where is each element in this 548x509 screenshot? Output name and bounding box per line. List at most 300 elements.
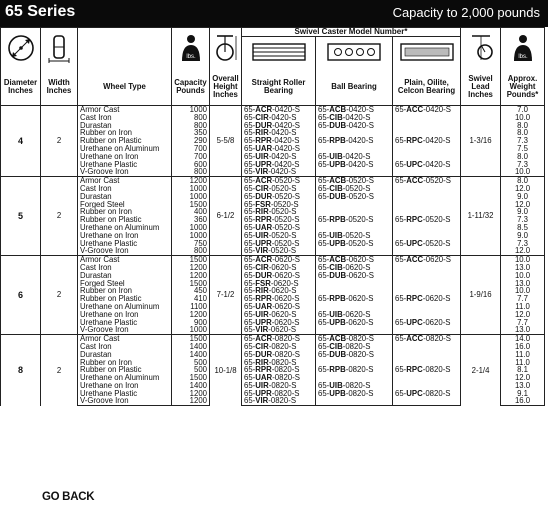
capacity-cell: 700: [172, 145, 210, 153]
roller-model-prefix: 65-: [244, 310, 256, 319]
ball-model-cell: [316, 122, 393, 130]
go-back-link[interactable]: GO BACK: [42, 491, 95, 503]
roller-model-suffix: -0420-S: [271, 160, 300, 169]
col-approx-weight: Approx. Weight Pounds*: [501, 69, 545, 106]
roller-model-code: ACR: [255, 334, 273, 343]
ball-model-suffix: -0420-S: [346, 105, 374, 114]
roller-model-code: FSR: [255, 279, 271, 288]
ball-model-cell: [316, 216, 393, 224]
wheel-diameter-icon: [1, 28, 41, 70]
plain-model-suffix: -0820-S: [422, 389, 451, 398]
diameter-cell: 5: [1, 177, 41, 256]
ball-model-code: RPB: [329, 366, 346, 375]
ball-model-prefix: 65-: [318, 350, 330, 359]
roller-model-prefix: 65-: [244, 144, 256, 153]
roller-model-suffix: -0820-S: [272, 334, 300, 343]
capacity-cell: 1200: [172, 397, 210, 405]
roller-model-cell: [242, 208, 316, 216]
roller-model-cell: [242, 185, 316, 193]
model-number-banner: Swivel Caster Model Number*: [242, 28, 461, 37]
capacity-cell: 290: [172, 137, 210, 145]
ball-model-code: UIB: [329, 152, 343, 161]
plain-model-cell: [393, 216, 461, 224]
plain-model-cell: [393, 287, 461, 295]
ball-model-cell: [316, 161, 393, 169]
roller-model-code: UPR: [255, 389, 272, 398]
plain-model-prefix: 65-: [395, 318, 407, 327]
roller-model-cell: [242, 397, 316, 405]
wheel-type-cell: Urethane Plastic: [78, 240, 172, 248]
weight-cell: 13.0: [501, 382, 545, 390]
ball-model-cell: [316, 114, 393, 122]
roller-model-code: UIR: [255, 231, 269, 240]
ball-model-prefix: 65-: [318, 121, 330, 130]
plain-model-suffix: -0520-S: [422, 239, 451, 248]
plain-model-cell: [393, 295, 461, 303]
ball-model-cell: [316, 256, 393, 264]
ball-model-prefix: 65-: [318, 310, 330, 319]
table-row: [1, 256, 545, 264]
ball-model-prefix: 65-: [318, 231, 330, 240]
roller-model-suffix: -0820-S: [268, 381, 297, 390]
roller-model-code: DUR: [255, 271, 273, 280]
ball-model-suffix: -0520-S: [346, 192, 374, 201]
roller-model-cell: [242, 374, 316, 382]
roller-model-suffix: -0520-S: [272, 192, 300, 201]
ball-model-code: UPB: [329, 239, 346, 248]
roller-model-suffix: -0420-S: [268, 168, 297, 177]
roller-model-suffix: -0520-S: [271, 239, 300, 248]
plain-model-suffix: -0420-S: [423, 105, 451, 114]
plain-model-cell: [393, 326, 461, 334]
roller-model-code: DUR: [255, 350, 273, 359]
wheel-width-icon: [41, 28, 78, 70]
ball-model-code: DUB: [329, 121, 347, 130]
roller-model-suffix: -0620-S: [272, 255, 300, 264]
roller-model-cell: [242, 390, 316, 398]
weight-cell: 13.0: [501, 280, 545, 288]
ball-model-suffix: -0420-S: [346, 121, 374, 130]
capacity-cell: 1200: [172, 390, 210, 398]
plain-model-cell: [393, 264, 461, 272]
wheel-type-cell: Rubber on Plastic: [78, 366, 172, 374]
capacity-cell: 1000: [172, 232, 210, 240]
wheel-type-cell: Armor Cast: [78, 335, 172, 343]
ball-model-cell: [316, 247, 393, 255]
roller-model-suffix: -0520-S: [268, 208, 297, 217]
roller-model-code: UPR: [255, 239, 272, 248]
height-cell: 10-1/8: [210, 335, 242, 406]
ball-model-cell: [316, 106, 393, 114]
ball-model-cell: [316, 193, 393, 201]
plain-model-suffix: -0620-S: [422, 318, 451, 327]
plain-model-code: UPC: [406, 389, 423, 398]
roller-model-code: UPR: [255, 160, 272, 169]
weight-cell: 8.0: [501, 177, 545, 185]
capacity-cell: 1200: [172, 264, 210, 272]
ball-model-suffix: -0620-S: [342, 310, 371, 319]
ball-model-prefix: 65-: [318, 318, 330, 327]
weight-cell: 10.0: [501, 256, 545, 264]
swivel-lead-cell: 2-1/4: [461, 335, 501, 406]
ball-model-prefix: 65-: [318, 160, 330, 169]
ball-model-suffix: -0820-S: [342, 342, 371, 351]
capacity-cell: 800: [172, 122, 210, 130]
capacity-weight-icon: [172, 28, 210, 70]
roller-model-code: VIR: [255, 247, 269, 256]
plain-model-code: RPC: [406, 216, 423, 224]
ball-model-prefix: 65-: [318, 216, 330, 224]
plain-model-cell: [393, 224, 461, 232]
roller-model-cell: [242, 247, 316, 255]
roller-model-code: RIR: [255, 208, 269, 217]
plain-model-prefix: 65-: [395, 255, 407, 264]
height-cell: 7-1/2: [210, 256, 242, 335]
roller-model-suffix: -0520-S: [268, 247, 297, 256]
swivel-lead-icon: [461, 28, 501, 70]
weight-cell: 8.0: [501, 153, 545, 161]
capacity-cell: 1000: [172, 185, 210, 193]
wheel-type-cell: Urethane on Aluminum: [78, 145, 172, 153]
capacity-cell: 1500: [172, 256, 210, 264]
plain-model-cell: [393, 343, 461, 351]
wheel-type-cell: Cast Iron: [78, 343, 172, 351]
ball-model-cell: [316, 137, 393, 145]
ball-model-code: UPB: [329, 160, 346, 169]
col-width: Width Inches: [41, 69, 78, 106]
weight-cell: 9.0: [501, 232, 545, 240]
ball-model-prefix: 65-: [318, 152, 330, 161]
roller-model-code: DUR: [255, 192, 273, 201]
width-cell: 2: [41, 106, 78, 177]
width-cell: 2: [41, 335, 78, 406]
roller-model-code: RIR: [255, 358, 269, 367]
roller-model-cell: [242, 366, 316, 374]
roller-model-suffix: -0520-S: [272, 176, 300, 185]
ball-model-code: DUB: [329, 192, 347, 201]
weight-cell: 9.1: [501, 390, 545, 398]
weight-cell: 7.7: [501, 295, 545, 303]
plain-bearing-icon: [393, 37, 461, 70]
col-wheel-type: Wheel Type: [78, 69, 172, 106]
capacity-cell: 1200: [172, 311, 210, 319]
roller-model-prefix: 65-: [244, 105, 256, 114]
plain-model-prefix: 65-: [395, 160, 407, 169]
roller-model-code: UIR: [255, 152, 269, 161]
roller-model-code: VIR: [255, 326, 269, 335]
roller-model-cell: [242, 311, 316, 319]
col-plain-bearing: Plain, Oilite, Celcon Bearing: [393, 69, 461, 106]
plain-model-prefix: 65-: [395, 389, 407, 398]
series-title: 65 Series: [5, 3, 76, 20]
ball-model-code: ACB: [329, 176, 347, 185]
ball-model-code: RPB: [329, 137, 346, 145]
roller-model-cell: [242, 145, 316, 153]
ball-model-cell: [316, 359, 393, 367]
ball-model-code: DUB: [329, 271, 347, 280]
roller-model-prefix: 65-: [244, 137, 256, 145]
ball-model-suffix: -0620-S: [346, 255, 374, 264]
overall-height-icon: [210, 28, 242, 70]
diameter-cell: 6: [1, 256, 41, 335]
diameter-cell: 8: [1, 335, 41, 406]
roller-model-suffix: -0620-S: [268, 287, 297, 296]
roller-model-suffix: -0620-S: [272, 271, 300, 280]
roller-model-prefix: 65-: [244, 287, 256, 296]
roller-model-code: UPR: [255, 318, 272, 327]
roller-model-code: ACR: [255, 255, 273, 264]
wheel-type-cell: Rubber on Iron: [78, 359, 172, 367]
capacity-cell: 1500: [172, 374, 210, 382]
ball-model-suffix: -0520-S: [346, 176, 374, 185]
capacity-title: Capacity to 2,000 pounds: [392, 5, 540, 20]
roller-model-prefix: 65-: [244, 168, 256, 177]
swivel-lead-cell: 1-9/16: [461, 256, 501, 335]
ball-model-prefix: 65-: [318, 334, 330, 343]
ball-model-cell: [316, 326, 393, 334]
ball-model-suffix: -0820-S: [342, 381, 371, 390]
roller-model-prefix: 65-: [244, 326, 256, 335]
table-row: [1, 106, 545, 114]
wheel-type-cell: Rubber on Plastic: [78, 137, 172, 145]
capacity-cell: 1400: [172, 343, 210, 351]
ball-model-cell: [316, 397, 393, 405]
wheel-type-cell: Rubber on Iron: [78, 208, 172, 216]
roller-model-cell: [242, 232, 316, 240]
col-roller-bearing: Straight Roller Bearing: [242, 69, 316, 106]
plain-model-suffix: -0820-S: [422, 366, 451, 375]
roller-model-suffix: -0620-S: [272, 302, 300, 311]
roller-model-code: CIR: [255, 184, 269, 193]
roller-model-cell: [242, 319, 316, 327]
plain-model-code: UPC: [406, 160, 423, 169]
plain-model-cell: [393, 374, 461, 382]
ball-model-suffix: -0620-S: [342, 263, 371, 272]
roller-model-prefix: 65-: [244, 318, 256, 327]
height-cell: 5-5/8: [210, 106, 242, 177]
ball-model-cell: [316, 390, 393, 398]
ball-model-code: ACB: [329, 255, 347, 264]
roller-model-code: CIR: [255, 263, 269, 272]
roller-model-cell: [242, 264, 316, 272]
weight-cell: 16.0: [501, 343, 545, 351]
ball-model-cell: [316, 303, 393, 311]
wheel-type-cell: Armor Cast: [78, 256, 172, 264]
roller-model-cell: [242, 326, 316, 334]
ball-model-code: CIB: [329, 263, 343, 272]
roller-model-prefix: 65-: [244, 389, 256, 398]
roller-model-prefix: 65-: [244, 263, 256, 272]
weight-cell: 12.0: [501, 247, 545, 255]
height-cell: 6-1/2: [210, 177, 242, 256]
wheel-type-cell: Forged Steel: [78, 280, 172, 288]
ball-model-prefix: 65-: [318, 295, 330, 303]
plain-model-code: RPC: [406, 366, 423, 375]
ball-model-code: ACB: [329, 334, 347, 343]
weight-cell: 8.0: [501, 129, 545, 137]
ball-model-code: UIB: [329, 231, 343, 240]
roller-model-suffix: -0420-S: [272, 144, 300, 153]
diameter-cell: 4: [1, 106, 41, 177]
roller-model-cell: [242, 177, 316, 185]
capacity-cell: 500: [172, 366, 210, 374]
plain-model-prefix: 65-: [395, 105, 407, 114]
roller-model-suffix: -0620-S: [268, 263, 297, 272]
weight-cell: 12.0: [501, 185, 545, 193]
roller-model-suffix: -0820-S: [268, 342, 297, 351]
roller-model-suffix: -0620-S: [268, 310, 297, 319]
roller-model-code: FSR: [255, 200, 271, 209]
plain-model-code: ACC: [406, 176, 424, 185]
roller-model-cell: [242, 335, 316, 343]
plain-model-suffix: -0520-S: [422, 216, 451, 224]
ball-model-cell: [316, 335, 393, 343]
plain-model-cell: [393, 168, 461, 176]
roller-model-suffix: -0820-S: [268, 358, 297, 367]
ball-model-suffix: -0820-S: [346, 350, 374, 359]
plain-model-cell: [393, 153, 461, 161]
ball-model-code: CIB: [329, 342, 343, 351]
roller-model-code: RPR: [255, 366, 272, 375]
roller-model-cell: [242, 272, 316, 280]
plain-model-suffix: -0620-S: [423, 255, 451, 264]
ball-model-suffix: -0420-S: [342, 152, 371, 161]
ball-model-prefix: 65-: [318, 342, 330, 351]
ball-model-prefix: 65-: [318, 389, 330, 398]
wheel-type-cell: Durastan: [78, 193, 172, 201]
plain-model-cell: [393, 335, 461, 343]
plain-model-cell: [393, 319, 461, 327]
weight-cell: 12.0: [501, 311, 545, 319]
ball-model-code: CIB: [329, 113, 343, 122]
ball-model-prefix: 65-: [318, 239, 330, 248]
ball-model-cell: [316, 240, 393, 248]
ball-model-prefix: 65-: [318, 113, 330, 122]
plain-model-prefix: 65-: [395, 295, 407, 303]
plain-model-prefix: 65-: [395, 334, 407, 343]
weight-cell: 8.5: [501, 224, 545, 232]
ball-model-cell: [316, 319, 393, 327]
wheel-type-cell: Urethane Plastic: [78, 390, 172, 398]
ball-model-cell: [316, 129, 393, 137]
ball-model-suffix: -0520-S: [345, 239, 374, 248]
weight-cell: 7.5: [501, 145, 545, 153]
roller-model-cell: [242, 359, 316, 367]
roller-model-cell: [242, 382, 316, 390]
roller-model-prefix: 65-: [244, 366, 256, 375]
roller-model-cell: [242, 153, 316, 161]
roller-model-cell: [242, 343, 316, 351]
col-overall-height: Overall Height Inches: [210, 69, 242, 106]
roller-model-suffix: -0420-S: [268, 129, 297, 138]
roller-model-code: RIR: [255, 129, 269, 138]
roller-model-suffix: -0820-S: [271, 366, 300, 375]
roller-model-code: DUR: [255, 121, 273, 130]
roller-model-suffix: -0620-S: [271, 295, 300, 303]
roller-model-prefix: 65-: [244, 184, 256, 193]
ball-model-code: DUB: [329, 350, 347, 359]
ball-model-code: UPB: [329, 389, 346, 398]
wheel-type-cell: V-Groove Iron: [78, 168, 172, 176]
roller-model-prefix: 65-: [244, 113, 256, 122]
roller-model-cell: [242, 161, 316, 169]
plain-model-code: RPC: [406, 295, 423, 303]
plain-model-cell: [393, 122, 461, 130]
roller-model-code: CIR: [255, 113, 269, 122]
wheel-type-cell: Rubber on Plastic: [78, 295, 172, 303]
ball-model-cell: [316, 264, 393, 272]
weight-cell: 13.0: [501, 264, 545, 272]
capacity-cell: 360: [172, 216, 210, 224]
ball-model-suffix: -0620-S: [346, 271, 374, 280]
plain-model-cell: [393, 232, 461, 240]
ball-model-prefix: 65-: [318, 105, 330, 114]
wheel-type-cell: V-Groove Iron: [78, 326, 172, 334]
plain-model-cell: [393, 208, 461, 216]
series-header: [0, 0, 548, 27]
plain-model-cell: [393, 366, 461, 374]
plain-model-cell: [393, 280, 461, 288]
roller-model-prefix: 65-: [244, 192, 256, 201]
capacity-cell: 1500: [172, 335, 210, 343]
weight-cell: 7.3: [501, 240, 545, 248]
roller-model-cell: [242, 351, 316, 359]
weight-cell: 11.0: [501, 359, 545, 367]
wheel-type-cell: Durastan: [78, 351, 172, 359]
roller-model-suffix: -0820-S: [272, 350, 300, 359]
approx-weight-unit: lbs.: [517, 53, 528, 60]
plain-model-cell: [393, 390, 461, 398]
weight-cell: 8.1: [501, 366, 545, 374]
roller-model-prefix: 65-: [244, 160, 256, 169]
roller-model-prefix: 65-: [244, 342, 256, 351]
plain-model-cell: [393, 129, 461, 137]
roller-model-code: RIR: [255, 287, 269, 296]
weight-cell: 7.3: [501, 161, 545, 169]
capacity-cell: 1500: [172, 201, 210, 209]
ball-model-code: ACB: [329, 105, 347, 114]
roller-model-prefix: 65-: [244, 334, 256, 343]
capacity-cell: 350: [172, 129, 210, 137]
roller-model-cell: [242, 295, 316, 303]
plain-model-code: UPC: [406, 318, 423, 327]
roller-model-cell: [242, 287, 316, 295]
capacity-cell: 750: [172, 240, 210, 248]
plain-model-code: ACC: [406, 105, 424, 114]
weight-cell: 11.0: [501, 351, 545, 359]
ball-model-code: UPB: [329, 318, 346, 327]
plain-model-suffix: -0520-S: [423, 176, 451, 185]
roller-model-prefix: 65-: [244, 247, 256, 256]
roller-model-suffix: -0620-S: [270, 279, 299, 288]
wheel-type-cell: Durastan: [78, 122, 172, 130]
swivel-lead-cell: 1-3/16: [461, 106, 501, 177]
capacity-cell: 900: [172, 319, 210, 327]
plain-model-cell: [393, 247, 461, 255]
weight-cell: 7.3: [501, 137, 545, 145]
roller-model-prefix: 65-: [244, 358, 256, 367]
weight-cell: 7.7: [501, 319, 545, 327]
caster-spec-table: [0, 27, 545, 406]
roller-model-code: UIR: [255, 381, 269, 390]
ball-model-prefix: 65-: [318, 381, 330, 390]
plain-model-suffix: -0420-S: [422, 137, 451, 145]
ball-model-prefix: 65-: [318, 263, 330, 272]
roller-model-cell: [242, 216, 316, 224]
ball-model-prefix: 65-: [318, 176, 330, 185]
roller-model-suffix: -0420-S: [272, 121, 300, 130]
ball-model-code: UIB: [329, 310, 343, 319]
